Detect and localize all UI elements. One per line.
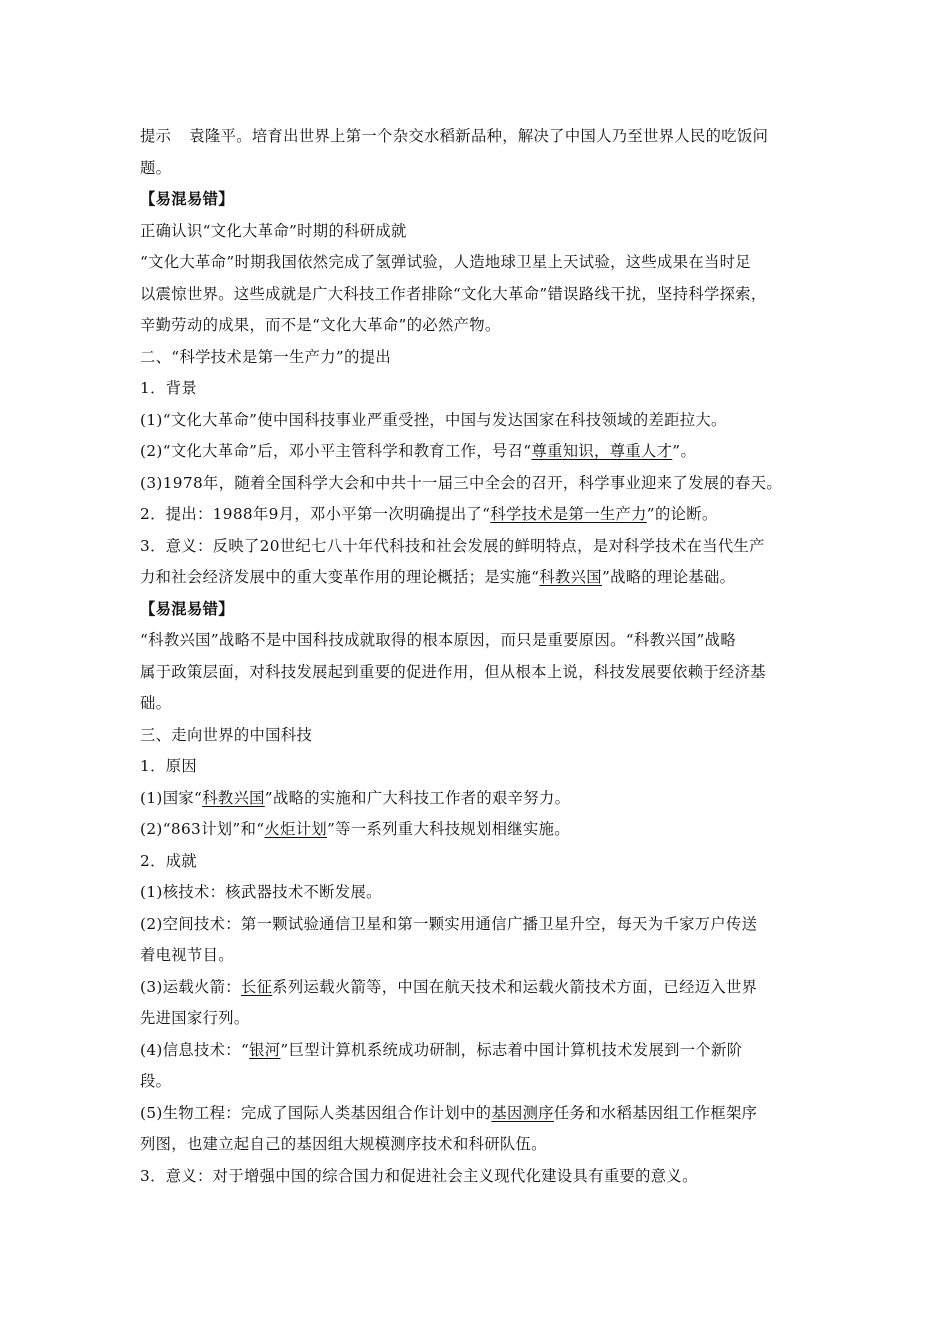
- text-run: 辛勤劳动的成果，而不是“文化大革命”的必然产物。: [140, 316, 501, 334]
- text-run: 3．意义：反映了20世纪七八十年代科技和社会发展的鲜明特点，是对科学技术在当代生产: [140, 536, 765, 555]
- text-run: (2)“863计划”和“: [140, 820, 265, 838]
- text-line: [140, 216, 815, 248]
- text-run: ”等一系列重大科技规划相继实施。: [327, 820, 570, 838]
- text-line: [140, 814, 815, 846]
- text-line: [140, 279, 815, 311]
- text-line: [140, 1035, 815, 1067]
- text-run: 袁隆平。培育出世界上第一个杂交水稻新品种，解决了中国人乃至世界人民的吃饭问: [189, 127, 769, 145]
- text-run: 力和社会经济发展中的重大变革作用的理论概括；是实施“: [140, 568, 540, 586]
- text-run: (3)运载火箭：: [140, 977, 241, 996]
- text-run: 段。: [140, 1072, 172, 1090]
- text-line: [140, 531, 815, 563]
- section-callout-heading: [140, 184, 815, 216]
- text-run: 提示: [140, 127, 172, 145]
- underlined-term: 银河: [249, 1040, 281, 1059]
- text-line: [140, 783, 815, 815]
- text-run: 先进国家行列。: [140, 1009, 250, 1027]
- text-line: [140, 373, 815, 405]
- document-body: [140, 121, 815, 1192]
- text-run: 二、“科学技术是第一生产力”的提出: [140, 347, 392, 366]
- text-run: 1．原因: [140, 757, 198, 775]
- section-callout-heading: [140, 594, 815, 626]
- underlined-term: 长征: [240, 977, 273, 996]
- text-line: [140, 342, 815, 374]
- text-run: 3．意义：对于增强中国的综合国力和促进社会主义现代化建设具有重要的意义。: [140, 1166, 698, 1185]
- text-run: (1)国家“: [140, 788, 203, 807]
- text-line: [140, 688, 815, 720]
- underlined-term: 尊重知识，尊重人才: [531, 442, 673, 460]
- text-line: [140, 940, 815, 972]
- text-line: [140, 1066, 815, 1098]
- text-run: (2)“文化大革命”后，邓小平主管科学和教育工作，号召“: [140, 442, 532, 460]
- text-run: ”战略的实施和广大科技工作者的艰辛努力。: [264, 788, 571, 807]
- text-run: 属于政策层面，对科技发展起到重要的促进作用，但从根本上说，科技发展要依赖于经济基: [140, 662, 766, 681]
- text-line: [140, 405, 815, 437]
- text-run: (2)空间技术：第一颗试验通信卫星和第一颗实用通信广播卫星升空，每天为千家万户传送: [140, 914, 758, 933]
- text-line: [140, 751, 815, 783]
- text-run: “科教兴国”战略不是中国科技成就取得的根本原因，而只是重要原因。“科教兴国”战略: [140, 631, 736, 649]
- underlined-term: 科教兴国: [202, 788, 265, 807]
- text-run: (1)核技术：核武器技术不断发展。: [140, 883, 382, 901]
- text-line: [140, 720, 815, 752]
- text-run: (1)“文化大革命”使中国科技事业严重受挫，中国与发达国家在科技领域的差距拉大。: [140, 410, 727, 429]
- text-run: 2．提出：1988年9月，邓小平第一次明确提出了“: [140, 505, 491, 523]
- text-line: [140, 1098, 815, 1130]
- text-run: (4)信息技术：“: [140, 1040, 250, 1059]
- text-run: 2．成就: [140, 851, 198, 870]
- text-line: [140, 468, 815, 500]
- text-line: [140, 657, 815, 689]
- text-run: (5)生物工程：完成了国际人类基因组合作计划中的: [140, 1103, 492, 1122]
- text-run: 1．背景: [140, 379, 198, 397]
- text-line: [140, 562, 815, 594]
- text-run: ”。: [672, 442, 697, 460]
- underlined-term: 科教兴国: [539, 568, 602, 586]
- underlined-term: 火炬计划: [264, 820, 328, 838]
- text-run: (3)1978年，随着全国科学大会和中共十一届三中全会的召开，科学事业迎来了发展的春天。: [140, 473, 782, 492]
- text-run: 列图，也建立起自己的基因组大规模测序技术和科研队伍。: [140, 1135, 547, 1153]
- text-line: [140, 436, 815, 468]
- text-run: 着电视节目。: [140, 946, 234, 964]
- text-line: [140, 247, 815, 279]
- text-run: 题。: [140, 158, 172, 177]
- text-line: [140, 1161, 815, 1193]
- text-run: 系列运载火箭等，中国在航天技术和运载火箭技术方面，已经迈入世界: [272, 977, 758, 996]
- text-line: [140, 121, 815, 153]
- text-run: ”战略的理论基础。: [601, 568, 736, 586]
- text-run: “文化大革命”时期我国依然完成了氢弹试验，人造地球卫星上天试验，这些成果在当时足: [140, 253, 751, 271]
- text-run: 任务和水稻基因组工作框架序: [553, 1103, 758, 1122]
- text-line: [140, 153, 815, 185]
- text-line: [140, 972, 815, 1004]
- text-line: [140, 877, 815, 909]
- underlined-term: 基因测序: [491, 1103, 554, 1122]
- text-run: 以震惊世界。这些成就是广大科技工作者排除“文化大革命”错误路线干扰，坚持科学探索，: [140, 284, 767, 303]
- text-line: [140, 909, 815, 941]
- text-line: [140, 499, 815, 531]
- text-line: [140, 1003, 815, 1035]
- text-run: 【易混易错】: [140, 190, 234, 208]
- text-line: [140, 310, 815, 342]
- text-line: [140, 625, 815, 657]
- text-run: 【易混易错】: [140, 599, 234, 618]
- text-run: 础。: [140, 694, 172, 712]
- text-run: 正确认识“文化大革命”时期的科研成就: [140, 221, 407, 240]
- text-line: [140, 846, 815, 878]
- text-run: ”巨型计算机系统成功研制，标志着中国计算机技术发展到一个新阶: [280, 1040, 743, 1059]
- underlined-term: 科学技术是第一生产力: [490, 505, 647, 523]
- text-run: 三、走向世界的中国科技: [140, 725, 313, 744]
- text-line: [140, 1129, 815, 1161]
- text-run: ”的论断。: [646, 505, 718, 523]
